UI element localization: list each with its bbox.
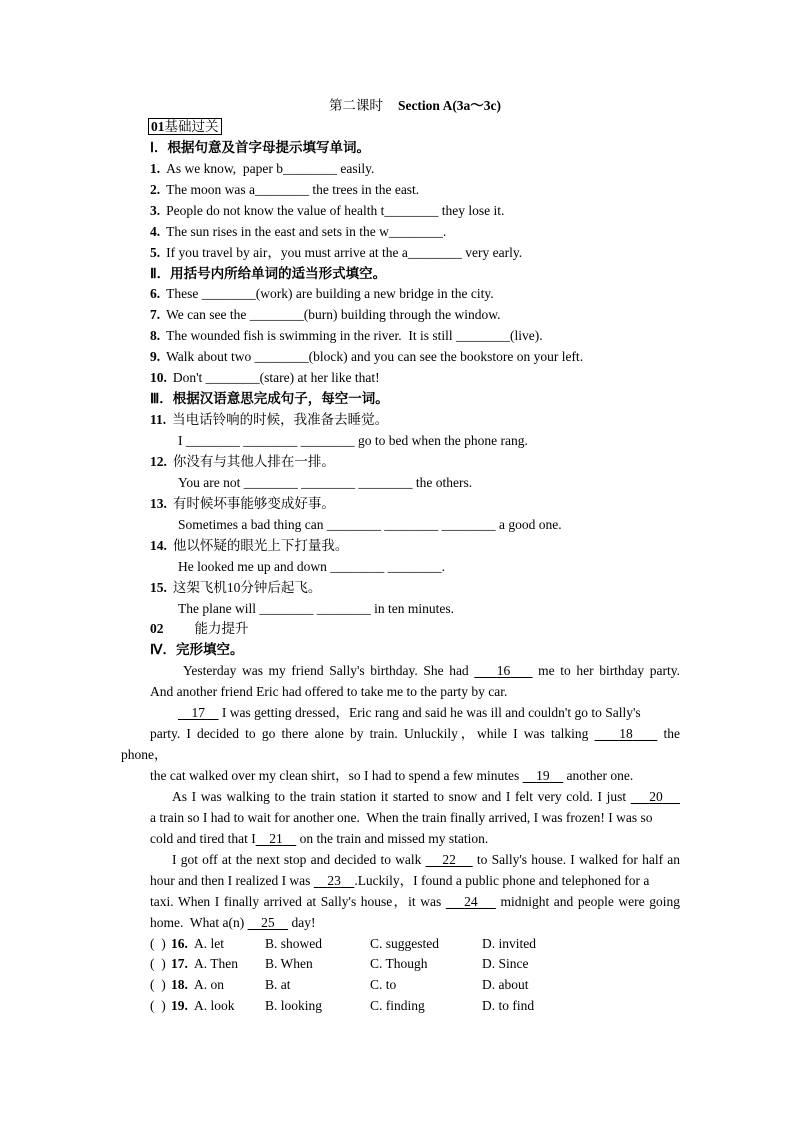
english-sentence: You are not ________ ________ ________ the others. (178, 474, 473, 490)
chinese-prompt: 当电话铃响的时候，我准备去睡觉。 (172, 412, 389, 428)
question-text: If you travel by air，you must arrive at the a________ very early. (166, 244, 523, 260)
part-02-number: 02 (150, 621, 164, 637)
passage-text: cold and tired that I (150, 830, 256, 846)
english-sentence: Sometimes a bad thing can ________ ________ ________ a good one. (178, 516, 562, 532)
question-15-chinese (150, 578, 680, 599)
passage-text: to Sally's house. I walked for half an (472, 851, 681, 867)
question-12-chinese (150, 452, 680, 473)
question-number: 13. (150, 495, 167, 511)
passage-text: I got off at the next stop and decided to walk (172, 851, 426, 867)
passage-line (150, 682, 680, 703)
option-row-19 (150, 996, 680, 1017)
question-number: 1. (150, 160, 161, 176)
passage-text: hour and then I realized I was (150, 872, 314, 888)
cloze-blank-24: 24 (464, 893, 478, 909)
section-1-heading-text: Ⅰ．根据句意及首字母提示填写单词。 (150, 139, 370, 155)
question-number: 11. (150, 412, 167, 428)
question-13-english (150, 515, 680, 536)
passage-text: I was getting dressed，Eric rang and said he was ill and couldn't go to Sally's (218, 705, 641, 721)
option-d: D. to find (482, 998, 535, 1014)
cloze-blank-25: 25 (261, 914, 275, 930)
passage-line (150, 766, 680, 787)
part-01-label: 基础过关 (164, 118, 219, 134)
question-5 (150, 243, 680, 264)
question-number: 8. (150, 328, 161, 344)
option-row-18 (150, 975, 680, 996)
cloze-blank-23: 23 (327, 872, 341, 888)
english-sentence: He looked me up and down ________ ________. (178, 558, 445, 574)
passage-line (150, 871, 680, 892)
option-row-16 (150, 934, 680, 955)
answer-parentheses: ( ) (150, 998, 166, 1014)
question-number: 3. (150, 202, 161, 218)
passage-line (150, 787, 680, 808)
section-3-heading-text: Ⅲ．根据汉语意思完成句子，每空一词。 (150, 391, 389, 407)
passage-text: And another friend Eric had offered to take me to the party by car. (150, 684, 508, 700)
passage-text: party. I decided to go there alone by train. Unluckily，while I was talking (150, 726, 595, 742)
cloze-blank-17: 17 (191, 705, 205, 721)
question-3 (150, 201, 680, 222)
english-sentence: The plane will ________ ________ in ten minutes. (178, 600, 454, 616)
option-c: C. to (370, 977, 397, 993)
passage-line (150, 892, 680, 913)
answer-parentheses: ( ) (150, 935, 166, 951)
section-label: Section A(3a～3c) (397, 98, 502, 113)
chinese-prompt: 你没有与其他人排在一排。 (172, 453, 335, 469)
question-7 (150, 305, 680, 326)
cloze-blank-16: 16 (496, 663, 511, 679)
question-number: 14. (150, 537, 167, 553)
option-b: B. When (265, 956, 313, 972)
question-text: These ________(work) are building a new bridge in the city. (166, 286, 494, 302)
passage-text: .Luckily，I found a public phone and telephoned for a (354, 872, 650, 888)
part-01-number: 01 (151, 118, 165, 134)
worksheet (121, 96, 681, 1017)
passage-text: the cat walked over my clean shirt，so I had to spend a few minutes (150, 768, 523, 783)
passage-text: day! (288, 914, 316, 930)
passage-line (121, 745, 680, 766)
question-8 (150, 326, 680, 347)
section-4-heading (150, 640, 680, 661)
part-01-header (150, 117, 680, 138)
cloze-blank-22: 22 (442, 851, 456, 867)
section-2-heading (150, 264, 680, 285)
chinese-prompt: 有时候坏事能够变成好事。 (172, 495, 335, 511)
chinese-prompt: 他以怀疑的眼光上下打量我。 (172, 537, 349, 553)
passage-text: phone， (121, 747, 168, 763)
option-number: 17. (171, 956, 188, 972)
question-11-english (150, 431, 680, 452)
option-a: A. let (194, 935, 224, 951)
question-10 (150, 368, 680, 389)
passage-text: home. What a(n) (150, 914, 248, 930)
passage-line (150, 850, 680, 871)
cloze-blank-19: 19 (536, 768, 550, 783)
question-14-english (150, 557, 680, 578)
cloze-blank-21: 21 (269, 830, 283, 846)
question-text: The moon was a________ the trees in the east. (166, 181, 420, 197)
question-6 (150, 284, 680, 305)
question-text: Don't ________(stare) at her like that! (172, 370, 380, 386)
question-text: The sun rises in the east and sets in the w________. (166, 223, 447, 239)
answer-parentheses: ( ) (150, 977, 166, 993)
page-title (150, 96, 680, 117)
option-a: A. look (194, 998, 235, 1014)
question-number: 7. (150, 307, 161, 323)
option-b: B. at (265, 977, 291, 993)
answer-parentheses: ( ) (150, 956, 166, 972)
option-d: D. invited (482, 935, 536, 951)
option-number: 19. (171, 998, 188, 1014)
option-number: 16. (171, 935, 188, 951)
question-text: We can see the ________(burn) building through the window. (166, 307, 501, 323)
passage-text: As I was walking to the train station it started to snow and I felt very cold. I just (172, 788, 631, 804)
question-number: 5. (150, 244, 161, 260)
question-1 (150, 159, 680, 180)
question-12-english (150, 473, 680, 494)
section-1-heading (150, 138, 680, 159)
option-a: A. on (194, 977, 224, 993)
lesson-label: 第二课时 (328, 98, 383, 113)
part-02-header (150, 619, 680, 640)
question-4 (150, 222, 680, 243)
option-c: C. suggested (370, 935, 439, 951)
cloze-blank-20: 20 (649, 788, 663, 804)
passage-line (150, 661, 680, 682)
question-number: 9. (150, 349, 161, 365)
chinese-prompt: 这架飞机10分钟后起飞。 (172, 579, 322, 595)
option-d: D. Since (482, 956, 529, 972)
passage-text: a train so I had to wait for another one. When the train finally arrived, I was frozen! I was so (150, 809, 653, 825)
question-number: 2. (150, 181, 161, 197)
option-number: 18. (171, 977, 188, 993)
passage-text: on the train and missed my station. (296, 830, 489, 846)
question-13-chinese (150, 494, 680, 515)
passage-line (150, 829, 680, 850)
question-2 (150, 180, 680, 201)
option-a: A. Then (194, 956, 238, 972)
english-sentence: I ________ ________ ________ go to bed when the phone rang. (178, 433, 528, 448)
passage-text: me to her birthday party. (532, 663, 681, 679)
passage-text: taxi. When I finally arrived at Sally's house，it was (150, 893, 446, 909)
section-2-heading-text: Ⅱ．用括号内所给单词的适当形式填空。 (150, 265, 387, 281)
option-c: C. Though (370, 956, 428, 972)
passage-line (150, 703, 680, 724)
section-3-heading (150, 389, 680, 410)
question-text: People do not know the value of health t________ they lose it. (166, 202, 505, 218)
question-11-chinese (150, 410, 680, 431)
option-d: D. about (482, 977, 529, 993)
question-number: 10. (150, 370, 167, 386)
passage-line (150, 913, 680, 934)
question-text: The wounded fish is swimming in the river. It is still ________(live). (166, 328, 543, 344)
option-c: C. finding (370, 998, 425, 1014)
passage-line (150, 808, 680, 829)
question-number: 12. (150, 453, 167, 469)
question-number: 15. (150, 579, 167, 595)
question-number: 6. (150, 286, 161, 302)
question-number: 4. (150, 223, 161, 239)
question-9 (150, 347, 680, 368)
passage-line (150, 724, 680, 745)
section-4-heading-text: Ⅳ．完形填空。 (150, 642, 244, 658)
question-14-chinese (150, 536, 680, 557)
option-b: B. showed (265, 935, 322, 951)
option-b: B. looking (265, 998, 323, 1014)
option-row-17 (150, 954, 680, 975)
part-01-badge (148, 118, 222, 135)
question-text: Walk about two ________(block) and you can see the bookstore on your left. (166, 349, 584, 365)
passage-text: midnight and people were going (495, 893, 680, 909)
passage-text: the (657, 726, 680, 742)
part-02-label: 能力提升 (194, 621, 249, 637)
question-text: As we know, paper b________ easily. (166, 160, 375, 176)
passage-text: another one. (563, 768, 634, 783)
question-15-english (150, 599, 680, 620)
passage-text: Yesterday was my friend Sally's birthday. She had (183, 663, 475, 679)
cloze-blank-18: 18 (619, 726, 633, 742)
